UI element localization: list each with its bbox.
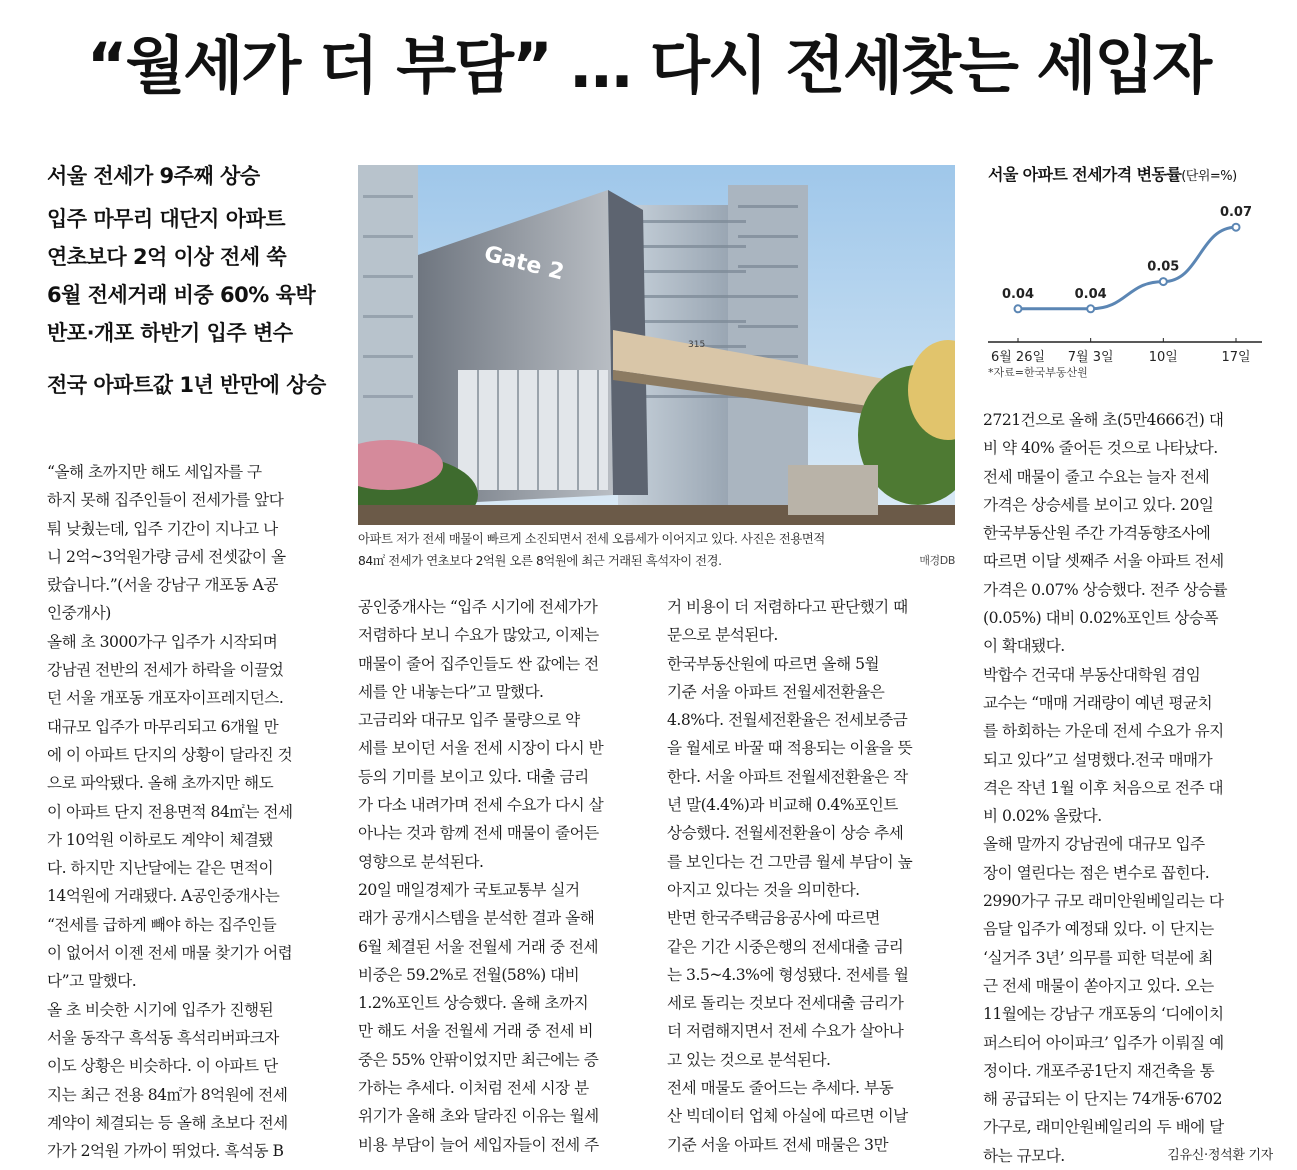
body-text-line [47, 798, 337, 826]
body-text: 이 아파트 단지 전용면적 84㎡는 전세 [47, 802, 293, 821]
body-text-line [667, 989, 957, 1017]
body-text-line [47, 628, 337, 656]
body-text-line [667, 1074, 957, 1102]
body-text: 이 없어서 이젠 전세 매물 찾기가 어렵 [47, 944, 293, 963]
body-text: 계약이 체결되는 등 올해 초보다 전세 [47, 1113, 288, 1132]
body-text-line [47, 1137, 337, 1165]
body-text: 가격은 상승세를 보이고 있다. 20일 [983, 495, 1214, 514]
body-text: 위기가 올해 초와 달라진 이유는 월세 [358, 1107, 599, 1126]
body-text-line [983, 1029, 1273, 1057]
body-text-line [667, 876, 957, 904]
body-text: 4.8%다. 전월세전환율은 전세보증금 [667, 711, 908, 730]
x-tick-label: 17일 [1221, 350, 1251, 365]
body-column-1 [47, 458, 337, 1165]
photo-caption [358, 528, 955, 572]
caption-line-text: 84㎡ 전세가 연초보다 2억원 오른 8억원에 최근 거래된 흑석자이 전경. [358, 554, 722, 568]
body-text-line [358, 791, 648, 819]
body-text-line [47, 684, 337, 712]
body-text-line [358, 876, 648, 904]
body-text: 이 확대됐다. [983, 637, 1065, 656]
body-text: 을 월세로 바꿀 때 적용되는 이율을 뜻 [667, 739, 913, 758]
body-text-line [667, 621, 957, 649]
body-text-line [47, 826, 337, 854]
subhead-line: 입주 마무리 대단지 아파트 [47, 207, 286, 231]
body-text-line [983, 915, 1273, 943]
body-text-line [983, 774, 1273, 802]
body-text-line [983, 1000, 1273, 1028]
body-text: 퍼스티어 아이파크’ 입주가 이뤄질 예 [983, 1033, 1224, 1052]
body-text: 대규모 입주가 마무리되고 6개월 만 [47, 717, 279, 736]
body-text: 가 10억원 이하로도 계약이 체결됐 [47, 830, 273, 849]
body-text: 따르면 이달 셋째주 서울 아파트 전세 [983, 552, 1224, 571]
body-text: 이도 상황은 비슷하다. 이 아파트 단 [47, 1057, 278, 1076]
body-text: 올 초 비슷한 시기에 입주가 진행된 [47, 1000, 274, 1019]
body-text: 세를 안 내놓는다”고 말했다. [358, 682, 544, 701]
subheads [47, 152, 347, 404]
x-tick-label: 7월 3일 [1067, 350, 1114, 365]
body-text: 기준 서울 아파트 전월세전환율은 [667, 682, 885, 701]
body-text-line [983, 463, 1273, 491]
body-text-line [667, 791, 957, 819]
body-column-3 [667, 593, 957, 1159]
body-text: 가가 2억원 가까이 뛰었다. 흑석동 B [47, 1142, 284, 1161]
subhead-last: 전국 아파트값 1년 반만에 상승 [47, 373, 326, 397]
body-text-line [983, 434, 1273, 462]
body-text-line [983, 491, 1273, 519]
body-text-line [983, 406, 1273, 434]
body-text-line [47, 656, 337, 684]
body-text-line [667, 1017, 957, 1045]
subhead-line: 연초보다 2억 이상 전세 쑥 [47, 245, 287, 269]
body-text-line [983, 519, 1273, 547]
body-text-line [47, 1081, 337, 1109]
body-text-line [983, 632, 1273, 660]
body-text-line [667, 650, 957, 678]
body-text-line [667, 848, 957, 876]
body-text: 고 있는 것으로 분석된다. [667, 1050, 831, 1069]
body-text-line [983, 689, 1273, 717]
apartment-photo-illustration [358, 165, 955, 525]
body-text: 근 전세 매물이 쏟아지고 있다. 오는 [983, 976, 1214, 995]
body-text: 가 다소 내려가며 전세 수요가 다시 살 [358, 796, 604, 815]
body-text: 2721건으로 올해 초(5만4666건) 대 [983, 411, 1224, 429]
body-text: 올해 말까지 강남권에 대규모 입주 [983, 835, 1205, 854]
body-text-line [983, 717, 1273, 745]
body-text-line [983, 802, 1273, 830]
body-text-line [983, 661, 1273, 689]
body-column-4 [983, 406, 1273, 1170]
data-point [1233, 224, 1240, 231]
body-text-line [667, 763, 957, 791]
body-text: 비용 부담이 늘어 세입자들이 전세 주 [358, 1135, 599, 1154]
body-text-line [983, 887, 1273, 915]
body-text: 2990가구 규모 래미안원베일리는 다 [983, 892, 1224, 911]
body-text-line [983, 604, 1273, 632]
headline: “월세가 더 부담” … 다시 전세찾는 세입자 [86, 29, 1211, 102]
body-text-line [667, 593, 957, 621]
body-text-line [47, 1052, 337, 1080]
body-text-line [667, 933, 957, 961]
body-text: 강남권 전반의 전세가 하락을 이끌었 [47, 661, 284, 680]
data-point [1160, 278, 1167, 285]
chart-title [988, 162, 1237, 185]
body-text-line [358, 650, 648, 678]
body-text-line [667, 1102, 957, 1130]
body-text-line [358, 1074, 648, 1102]
body-text-line [983, 1142, 1273, 1170]
body-text-line [47, 458, 337, 486]
body-text-line [667, 819, 957, 847]
body-text: 에 이 아파트 단지의 상황이 달라진 것 [47, 745, 293, 764]
body-text: (0.05%) 대비 0.02%포인트 상승폭 [983, 609, 1219, 628]
body-text: 를 하회하는 가운데 전세 수요가 유지 [983, 722, 1224, 741]
body-text: 던 서울 개포동 개포자이프레지던스. [47, 689, 284, 708]
body-text: 거 비용이 더 저렴하다고 판단했기 때 [667, 598, 908, 616]
body-text-line [983, 972, 1273, 1000]
body-text-line [667, 734, 957, 762]
body-text: 반면 한국주택금융공사에 따르면 [667, 909, 880, 928]
body-text: 되고 있다”고 설명했다.전국 매매가 [983, 750, 1213, 769]
body-text: 하지 못해 집주인들이 전세가를 앞다 [47, 491, 284, 510]
data-point [1015, 305, 1022, 312]
body-text-line [667, 1046, 957, 1074]
body-text-line [358, 1102, 648, 1130]
body-text: 다. 하지만 지난달에는 같은 면적이 [47, 859, 274, 878]
body-text: 비중은 59.2%로 전월(58%) 대비 [358, 965, 580, 984]
data-label: 0.07 [1219, 205, 1253, 221]
body-text-line [47, 599, 337, 627]
body-text-line [667, 961, 957, 989]
body-text: 전세 매물도 줄어드는 추세다. 부동 [667, 1079, 894, 1098]
body-text-line [47, 1024, 337, 1052]
body-text-line [47, 543, 337, 571]
body-text-line [667, 678, 957, 706]
x-tick-label: 6월 26일 [990, 350, 1046, 365]
photo-sign-text: Gate 2 [481, 241, 567, 286]
body-text-line [47, 854, 337, 882]
body-text: 한다. 서울 아파트 전월세전환율은 작 [667, 767, 908, 786]
body-text: 를 보인다는 건 그만큼 월세 부담이 높 [667, 852, 913, 871]
body-text-line [358, 734, 648, 762]
body-text: 매물이 줄어 집주인들도 싼 값에는 전 [358, 654, 599, 673]
data-label: 0.05 [1147, 259, 1180, 275]
body-text-line [47, 713, 337, 741]
body-text-line [47, 911, 337, 939]
jeonse-price-chart [970, 150, 1270, 400]
body-text: 상승했다. 전월세전환율이 상승 추세 [667, 824, 904, 843]
body-text: 해 공급되는 이 단지는 74개동·6702 [983, 1090, 1223, 1109]
body-text: 음달 입주가 예정돼 있다. 이 단지는 [983, 920, 1214, 939]
body-column-2 [358, 593, 648, 1159]
body-text-line [983, 746, 1273, 774]
apartment-photo [358, 165, 955, 525]
body-text: 산 빅데이터 업체 아실에 따르면 이날 [667, 1107, 908, 1126]
body-text: 영향으로 분석된다. [358, 852, 484, 871]
subhead-top: 서울 전세가 9주째 상승 [47, 164, 260, 188]
data-label: 0.04 [1001, 286, 1035, 302]
body-text-line [983, 547, 1273, 575]
body-text: 하는 규모다. [983, 1146, 1065, 1165]
caption-line [358, 550, 955, 572]
body-text-line [47, 939, 337, 967]
chart-source: *자료=한국부동산원 [988, 366, 1088, 379]
body-text-line [667, 904, 957, 932]
body-text-line [358, 706, 648, 734]
body-text: 세를 보이던 서울 전세 시장이 다시 반 [358, 739, 604, 758]
body-text-line [47, 1109, 337, 1137]
body-text-line [983, 1085, 1273, 1113]
body-text-line [358, 678, 648, 706]
subhead-line: 반포·개포 하반기 입주 변수 [47, 321, 293, 345]
body-text: 서울 동작구 흑석동 흑석리버파크자 [47, 1028, 279, 1047]
body-text-line [983, 1113, 1273, 1141]
chart-plot [970, 150, 1270, 400]
body-text: 으로 파악됐다. 올해 초까지만 해도 [47, 774, 274, 793]
body-text: 비 약 40% 줄어든 것으로 나타났다. [983, 439, 1218, 458]
chart-title-text: 서울 아파트 전세가격 변동률 [988, 165, 1182, 184]
data-label: 0.04 [1074, 286, 1107, 302]
body-text: 같은 기간 시중은행의 전세대출 금리 [667, 937, 904, 956]
body-text: 더 저렴해지면서 전세 수요가 살아나 [667, 1022, 904, 1041]
body-text: 올해 초 3000가구 입주가 시작되며 [47, 632, 278, 651]
body-text-line [47, 741, 337, 769]
body-text: 6월 체결된 서울 전월세 거래 중 전세 [358, 937, 599, 956]
body-text: 아지고 있다는 것을 의미한다. [667, 880, 860, 899]
body-text: 가격은 0.07% 상승했다. 전주 상승률 [983, 580, 1228, 599]
body-text: 11월에는 강남구 개포동의 ‘디에이치 [983, 1005, 1224, 1024]
body-text: 등의 기미를 보이고 있다. 대출 금리 [358, 767, 589, 786]
body-text: 장이 열린다는 점은 변수로 꼽힌다. [983, 863, 1210, 882]
body-text: 격은 작년 1월 이후 처음으로 전주 대 [983, 778, 1224, 797]
body-text: 중은 55% 안팎이었지만 최근에는 증 [358, 1050, 599, 1069]
body-text: 박합수 건국대 부동산대학원 겸임 [983, 665, 1201, 684]
body-text: ‘실거주 3년’ 의무를 피한 덕분에 최 [983, 948, 1213, 967]
body-text: 지는 최근 전용 84㎡가 8억원에 전세 [47, 1085, 288, 1104]
body-text-line [358, 904, 648, 932]
body-text: 기준 서울 아파트 전세 매물은 3만 [667, 1135, 889, 1154]
body-text: 비 0.02% 올랐다. [983, 807, 1102, 826]
body-text-line [358, 933, 648, 961]
body-text-line [47, 486, 337, 514]
body-text: 20일 매일경제가 국토교통부 실거 [358, 880, 580, 899]
body-text-line [358, 819, 648, 847]
body-text: 교수는 “매매 거래량이 예년 평균치 [983, 693, 1213, 712]
body-text: 래가 공개시스템을 분석한 결과 올해 [358, 909, 595, 928]
body-text-line [983, 859, 1273, 887]
byline: 김유신·정석환 기자 [1167, 1147, 1273, 1163]
caption-line: 아파트 저가 전세 매물이 빠르게 소진되면서 전세 오름세가 이어지고 있다. 사진은 전용면적 [358, 532, 825, 546]
body-text: 공인중개사는 “입주 시기에 전세가가 [358, 598, 598, 616]
body-text-line [358, 961, 648, 989]
subhead-line: 6월 전세거래 비중 60% 육박 [47, 283, 316, 307]
body-text-line [358, 593, 648, 621]
body-text-line [358, 848, 648, 876]
chart-unit: (단위=%) [1181, 169, 1237, 184]
photo-credit: 매경DB [919, 554, 955, 567]
body-text: “올해 초까지만 해도 세입자를 구 [47, 463, 262, 481]
body-text: 가하는 추세다. 이처럼 전세 시장 분 [358, 1079, 589, 1098]
body-text: 한국부동산원 주간 가격동향조사에 [983, 524, 1211, 543]
series-line [1018, 227, 1236, 309]
data-point [1087, 305, 1094, 312]
body-text-line [47, 967, 337, 995]
body-text-line [47, 996, 337, 1024]
body-text: 다”고 말했다. [47, 972, 137, 991]
body-text: 문으로 분석된다. [667, 626, 778, 645]
body-text: 랐습니다.”(서울 강남구 개포동 A공 [47, 576, 278, 595]
body-text-line [358, 763, 648, 791]
body-text-line [358, 1017, 648, 1045]
body-text: 인중개사) [47, 604, 111, 623]
body-text-line [358, 989, 648, 1017]
body-text-line [358, 1131, 648, 1159]
body-text-line [667, 1131, 957, 1159]
body-text-line [983, 1057, 1273, 1085]
body-text-line [983, 944, 1273, 972]
body-text: 만 해도 서울 전월세 거래 중 전세 비 [358, 1022, 594, 1041]
body-text-line [358, 1046, 648, 1074]
body-text-line [47, 515, 337, 543]
body-text-line [983, 576, 1273, 604]
body-text-line [47, 769, 337, 797]
body-text: 니 2억~3억원가량 금세 전셋값이 올 [47, 547, 286, 566]
body-text: 아나는 것과 함께 전세 매물이 줄어든 [358, 824, 599, 843]
body-text-line [47, 882, 337, 910]
body-text-line [47, 571, 337, 599]
body-text: 는 3.5~4.3%에 형성됐다. 전세를 월 [667, 965, 909, 984]
body-text: “전세를 급하게 빼야 하는 집주인들 [47, 915, 277, 934]
x-tick-label: 10일 [1148, 350, 1178, 365]
photo-building-number: 315 [688, 340, 706, 350]
body-text-line [983, 830, 1273, 858]
body-text: 14억원에 거래됐다. A공인중개사는 [47, 887, 280, 906]
body-text-line [358, 621, 648, 649]
body-text: 가구로, 래미안원베일리의 두 배에 달 [983, 1118, 1224, 1137]
body-text-line [667, 706, 957, 734]
body-text: 고금리와 대규모 입주 물량으로 약 [358, 711, 580, 730]
body-text: 전세 매물이 줄고 수요는 늘자 전세 [983, 467, 1210, 486]
body-text: 년 말(4.4%)과 비교해 0.4%포인트 [667, 796, 898, 815]
body-text: 정이다. 개포주공1단지 재건축을 통 [983, 1061, 1215, 1080]
body-text: 세로 돌리는 것보다 전세대출 금리가 [667, 994, 904, 1013]
body-text: 1.2%포인트 상승했다. 올해 초까지 [358, 994, 589, 1013]
body-text: 저렴하다 보니 수요가 많았고, 이제는 [358, 626, 599, 645]
body-text: 퉈 낮췄는데, 입주 기간이 지나고 나 [47, 519, 278, 538]
body-text: 한국부동산원에 따르면 올해 5월 [667, 654, 880, 673]
